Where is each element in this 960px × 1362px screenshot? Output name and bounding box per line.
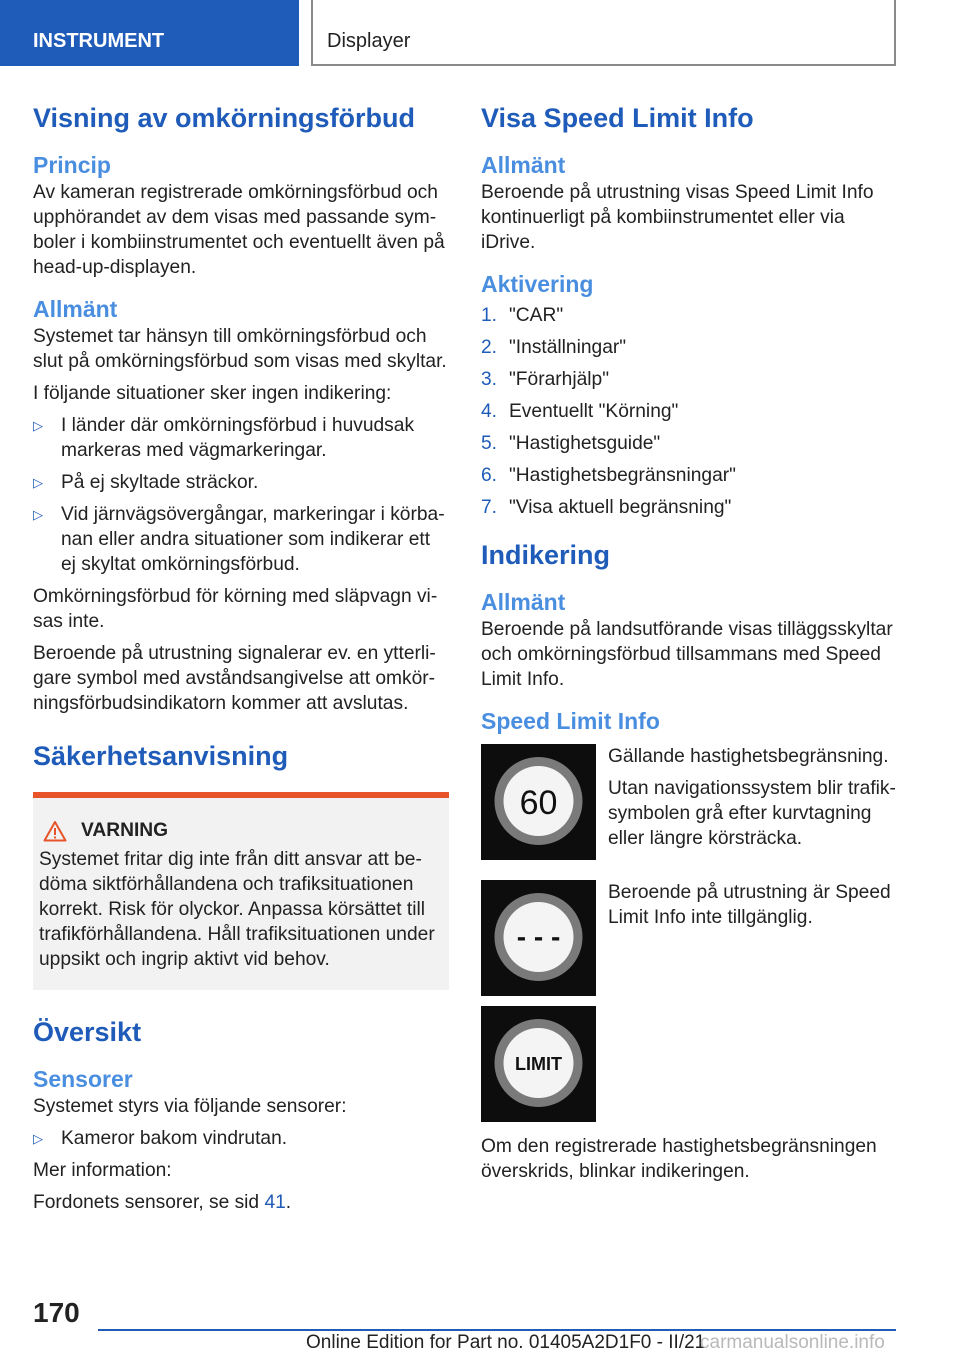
sli-row-unavailable [481,880,901,996]
right-column [481,100,901,1184]
speed-unknown-sign-icon [481,880,596,996]
warning-text: Systemet fritar dig inte från ditt ansvar att bedöma siktförhållandena och trafiksituationen korrekt. Risk för olyckor. Anpassa körsättet till trafikförhållandena. Håll trafiksituationen under uppsikt och ingrip aktivt vid behov. [39,849,435,970]
paragraph-general: Systemet tar hänsyn till omkörningsförbud och slut på omkörningsförbud som visas med skyltar. [33,326,447,372]
list-item: 4. Eventuellt "Körning" [481,401,679,422]
heading-overview: Översikt [33,1017,142,1047]
chapter-tab: Displayer [311,0,896,66]
list-item: ▷ Vid järnvägsövergångar, markeringar i körbanan eller andra situationer som indikerar ett ej skyltat omkörningsförbud. [33,504,445,575]
warning-triangle-icon [43,820,67,842]
section-tab: INSTRUMENT [0,0,299,66]
triangle-bullet-icon: ▷ [33,418,43,433]
page-number: 170 [33,1297,80,1328]
heading-speed-limit-info: Speed Limit Info [481,708,660,734]
footer-divider [98,1329,896,1331]
list-item: ▷ I länder där omkörningsförbud i huvudsak markeras med vägmarkeringar. [33,415,415,461]
paragraph-trailer: Omkörningsförbud för körning med släpvagn visas inte. [33,586,438,632]
speed-60-sign-icon [481,744,596,860]
heading-safety: Säkerhetsanvisning [33,741,289,771]
heading-general: Allmänt [481,152,566,178]
page-link[interactable]: 41 [264,1192,286,1213]
list-item: 6. "Hastighetsbegränsningar" [481,465,736,486]
warning-title: VARNING [43,818,441,843]
sensor-list [33,1126,449,1151]
left-column [33,100,449,1215]
no-indication-list [33,413,449,577]
triangle-bullet-icon: ▷ [33,1131,43,1146]
sli-row-current [481,744,901,860]
page-header [0,0,960,66]
svg-text:60: 60 [519,784,558,822]
heading-general2: Allmänt [481,589,566,615]
activation-steps [481,303,901,527]
heading-activation: Aktivering [481,271,594,297]
paragraph-general2: Beroende på landsutförande visas tilläggsskyltar och omkörningsförbud tillsammans med Speed Limit Info. [481,619,893,690]
heading-overtaking: Visning av omkörningsförbud [33,103,416,133]
footer-watermark: carmanualsonline.info [700,1332,885,1353]
heading-general: Allmänt [33,296,118,322]
heading-indication: Indikering [481,540,611,570]
list-item: 7. "Visa aktuell begränsning" [481,497,732,518]
paragraph-vehicle-sensors: Fordonets sensorer, se sid 41. [33,1192,292,1213]
sli-unavailable-text: Beroende på utrustning är Speed Limit Info inte tillgänglig. [608,882,891,928]
warning-box [33,792,449,990]
sli-current-text: Gällande hastighetsbegränsning. [608,746,889,767]
triangle-bullet-icon: ▷ [33,507,43,522]
sli-no-nav-text: Utan navigationssystem blir trafiksymbolen grå efter kurvtagning eller längre körsträcka. [608,778,896,849]
list-item: 2. "Inställningar" [481,337,627,358]
paragraph-no-indication: I följande situationer sker ingen indikering: [33,383,392,404]
paragraph-general: Beroende på utrustning visas Speed Limit Info kontinuerligt på kombiinstrumentet eller via iDrive. [481,182,874,253]
svg-text:- - -: - - - [516,921,561,952]
paragraph-sensors: Systemet styrs via följande sensorer: [33,1096,347,1117]
paragraph-principle: Av kameran registrerade omkörningsförbud och upphörandet av dem visas med passande symboler i kombiinstrumentet och eventuellt även på head-up-displayen. [33,182,445,278]
list-item: ▷ På ej skyltade sträckor. [33,472,259,493]
list-item: 3. "Förarhjälp" [481,369,610,390]
paragraph-more-info: Mer information: [33,1160,172,1181]
heading-speed-limit: Visa Speed Limit Info [481,103,754,133]
list-item: 5. "Hastighetsguide" [481,433,661,454]
paragraph-exceeded: Om den registrerade hastighetsbegränsningen överskrids, blinkar indikeringen. [481,1136,877,1182]
sli-row-limit [481,1006,901,1122]
list-item: 1. "CAR" [481,305,564,326]
limit-sign-icon [481,1006,596,1122]
heading-principle: Princip [33,152,111,178]
paragraph-extra-symbol: Beroende på utrustning signalerar ev. en ytterligare symbol med avståndsangivelse att omkörningsförbudsindikatorn kommer att avslutas. [33,643,436,714]
triangle-bullet-icon: ▷ [33,475,43,490]
list-item: ▷ Kameror bakom vindrutan. [33,1128,288,1149]
svg-text:LIMIT: LIMIT [515,1054,562,1074]
heading-sensors: Sensorer [33,1066,133,1092]
footer-edition: Online Edition for Part no. 01405A2D1F0 - II/21 [306,1332,706,1353]
